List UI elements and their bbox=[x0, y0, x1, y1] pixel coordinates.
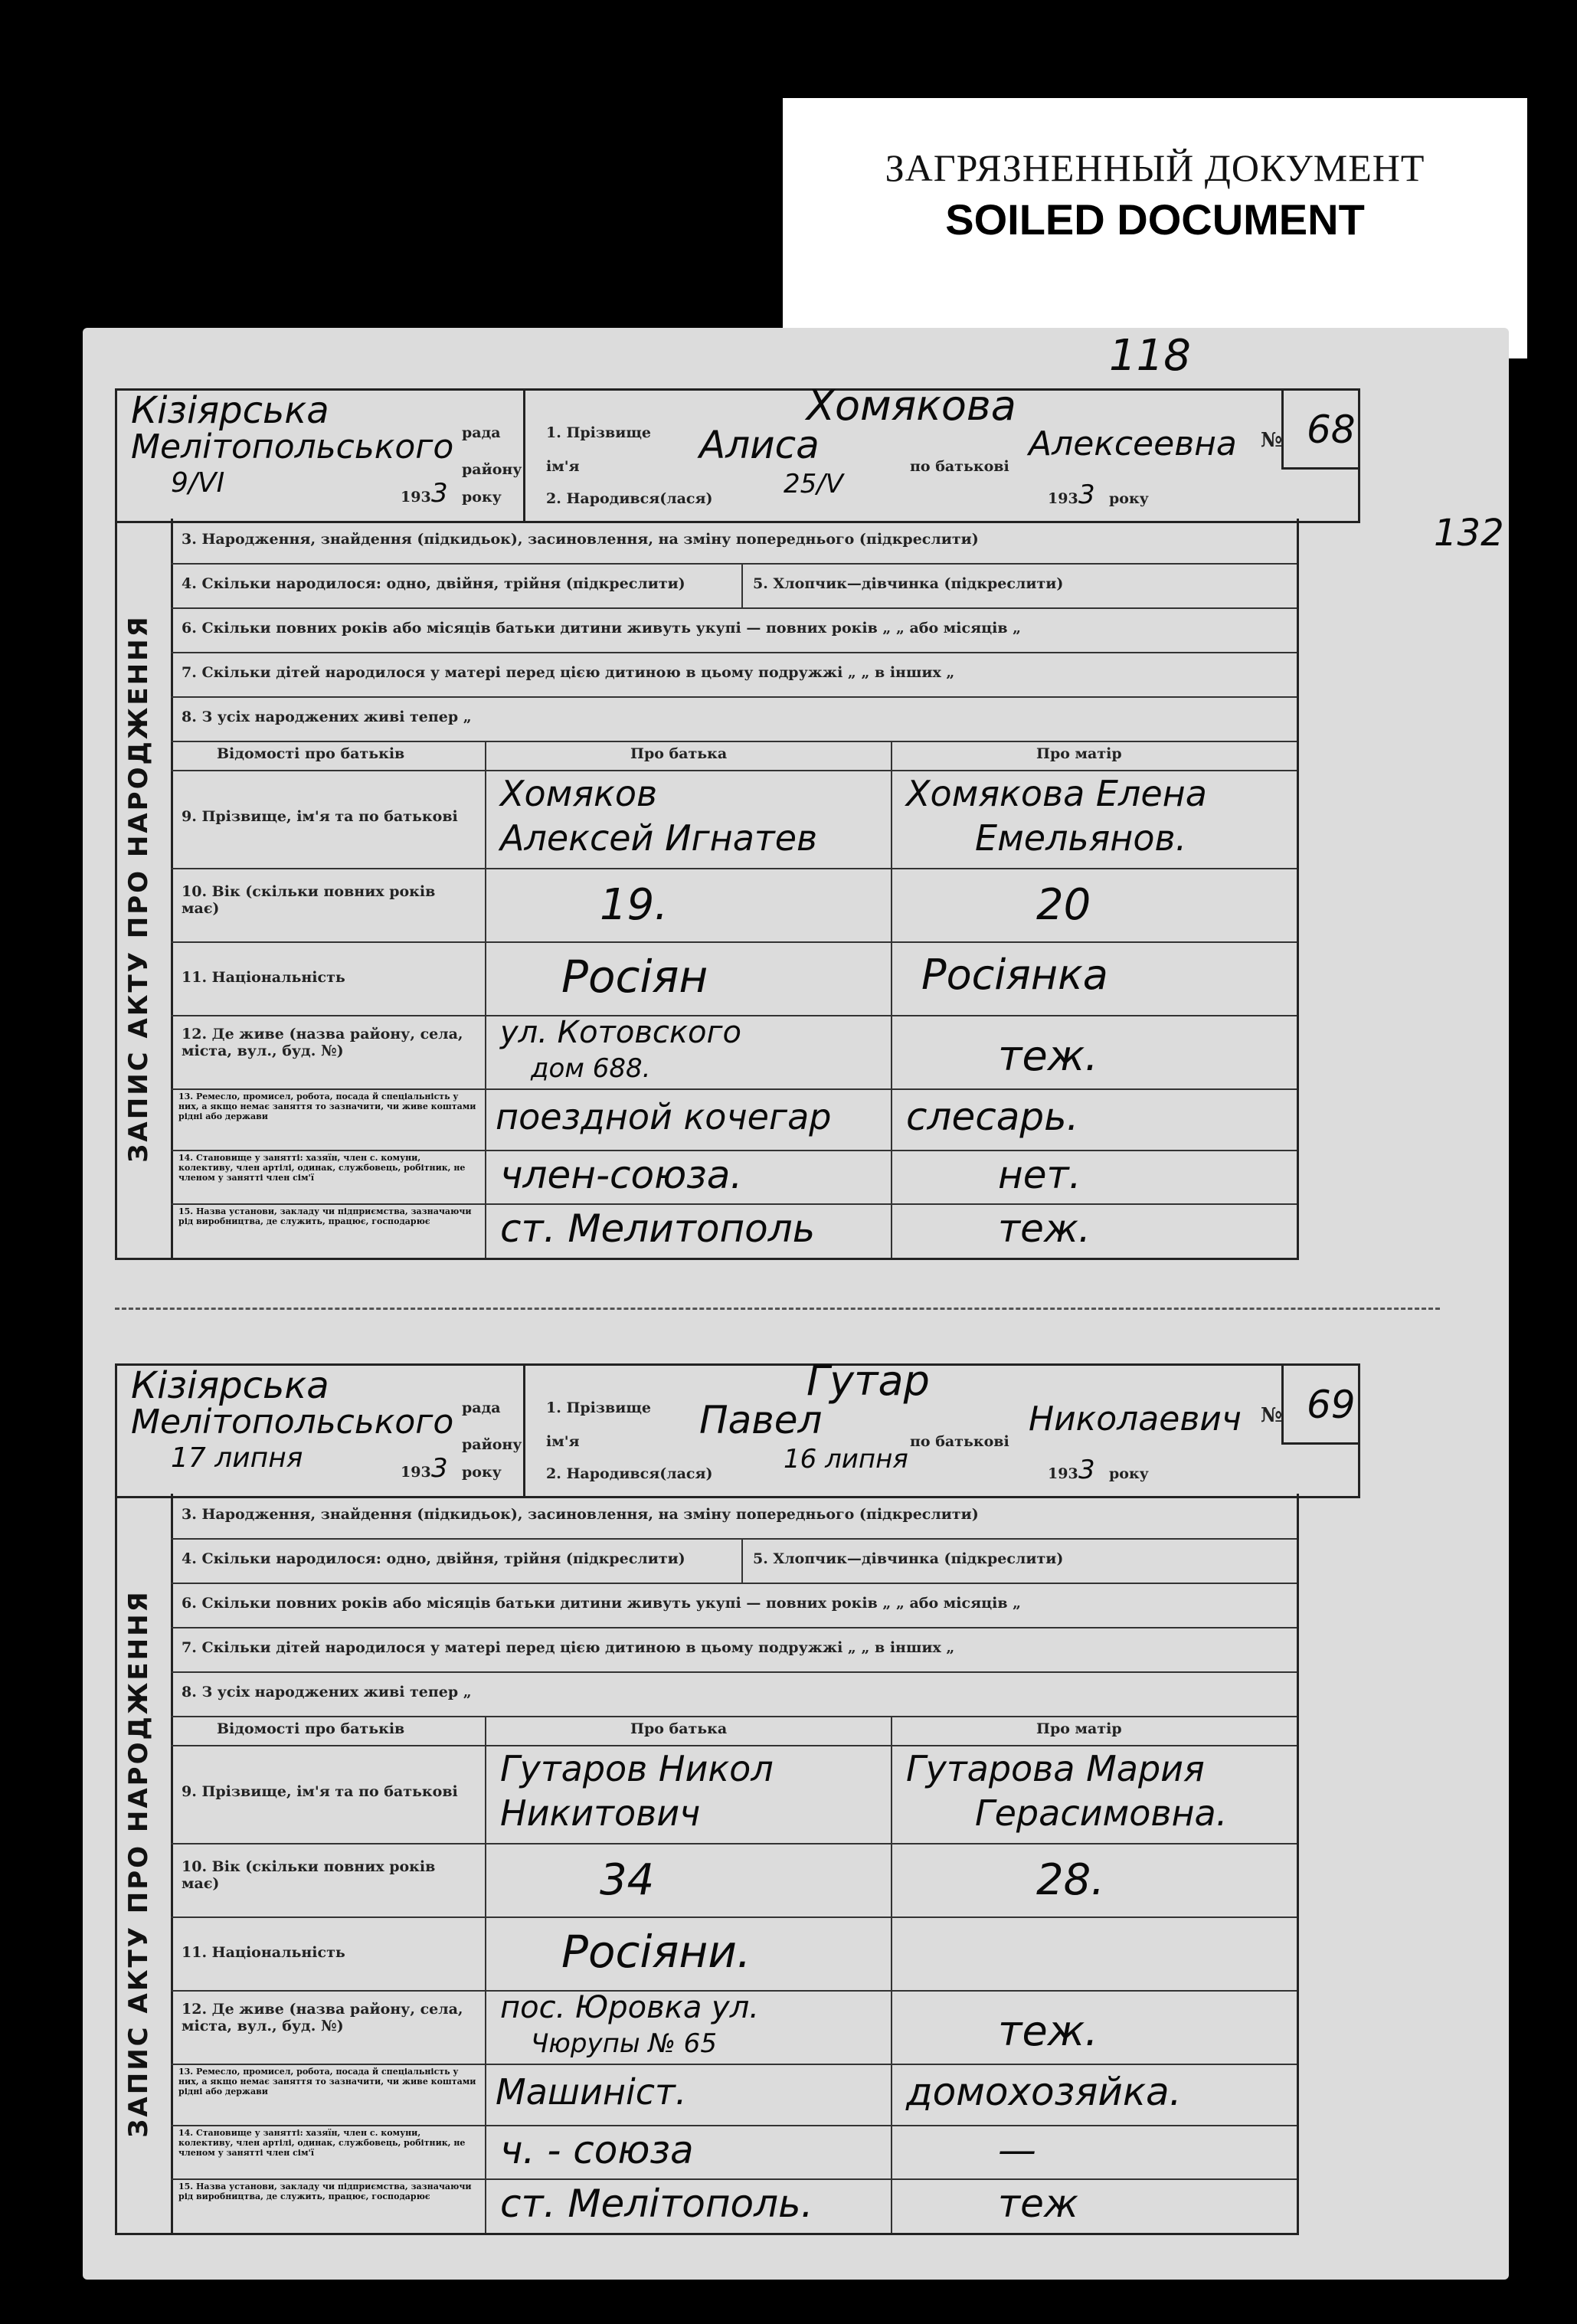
rada-label: рада bbox=[462, 424, 501, 441]
field-8 bbox=[171, 696, 1297, 742]
mother-status: нет. bbox=[998, 1153, 1081, 1197]
birth-record-68 bbox=[115, 381, 1440, 1258]
f8-label: 8. З усіх народжених живі тепер „ bbox=[182, 1684, 472, 1700]
mother-name-line1: Гутарова Мария bbox=[906, 1748, 1205, 1789]
father-header-cell bbox=[485, 1716, 892, 1745]
father-addr-cell bbox=[485, 1990, 892, 2064]
mother-occupation: домохозяйка. bbox=[906, 2070, 1182, 2114]
registry-block bbox=[117, 1366, 525, 1496]
f14-cell bbox=[171, 1150, 486, 1203]
pro-batka-label: Про батька bbox=[630, 745, 728, 762]
imya-label: ім'я bbox=[546, 1433, 580, 1450]
f10-label: 10. Вік (скільки повних років має) bbox=[182, 1858, 436, 1892]
field-11 bbox=[171, 1916, 1297, 1992]
f13-cell bbox=[171, 2064, 486, 2125]
father-job-cell bbox=[485, 1088, 892, 1150]
field-15 bbox=[171, 1203, 1297, 1258]
rayonu-label: району bbox=[462, 461, 522, 478]
child-surname: Гутар bbox=[806, 1357, 930, 1405]
mother-workplace: теж. bbox=[998, 1206, 1091, 1251]
f4-cell bbox=[171, 563, 743, 607]
father-workplace: ст. Мелітополь. bbox=[500, 2182, 813, 2226]
reg-year: 3 bbox=[431, 1453, 448, 1484]
father-address-line2: дом 688. bbox=[531, 1053, 651, 1084]
vidomosti-cell bbox=[171, 1716, 486, 1745]
number-sign: № bbox=[1261, 429, 1283, 452]
record-body bbox=[115, 1494, 1299, 2235]
record-body bbox=[115, 519, 1299, 1260]
field-14 bbox=[171, 2125, 1297, 2180]
father-occupation: поездной кочегар bbox=[496, 1096, 832, 1137]
field-12 bbox=[171, 1015, 1297, 1090]
birth-date: 25/V bbox=[784, 469, 843, 499]
f1-label: 1. Прізвище bbox=[546, 1399, 651, 1416]
f11-cell bbox=[171, 941, 486, 1015]
f15-label: 15. Назва установи, закладу чи підприємства, зазначаючи рід виробництва, де служить, працює, господарює bbox=[178, 1206, 472, 1226]
f3-label: 3. Народження, знайдення (підкидьок), засиновлення, на зміну попереднього (підкреслити) bbox=[182, 531, 979, 548]
record-divider bbox=[115, 1308, 1440, 1310]
mother-occupation: слесарь. bbox=[906, 1095, 1079, 1139]
f7-label: 7. Скільки дітей народилося у матері перед цією дитиною в цьому подружжі „ „ в інших „ bbox=[182, 1639, 955, 1656]
field-14 bbox=[171, 1150, 1297, 1205]
f11-cell bbox=[171, 1916, 486, 1990]
f1-label: 1. Прізвище bbox=[546, 424, 651, 441]
field-3 bbox=[171, 519, 1297, 565]
father-address-line1: ул. Котовского bbox=[500, 1015, 741, 1050]
village-name: Кізіярська bbox=[131, 389, 329, 432]
father-place-cell bbox=[485, 2178, 892, 2233]
mother-address: теж. bbox=[998, 1032, 1098, 1080]
father-status: ч. - союза bbox=[500, 2128, 694, 2172]
father-name-line1: Хомяков bbox=[500, 773, 658, 814]
birth-record-69 bbox=[115, 1357, 1440, 2233]
child-patronymic: Николаевич bbox=[1029, 1399, 1242, 1439]
parents-header-row bbox=[171, 741, 1297, 771]
field-13 bbox=[171, 1088, 1297, 1151]
father-address-line1: пос. Юровка ул. bbox=[500, 1990, 760, 2025]
f12-label: 12. Де живе (назва району, села, міста, вул., буд. №) bbox=[182, 2001, 463, 2034]
po-batkovi-label: по батькові bbox=[910, 1433, 1009, 1450]
f10-cell bbox=[171, 1843, 486, 1916]
birth-year: 3 bbox=[1078, 480, 1095, 510]
father-job-cell bbox=[485, 2064, 892, 2125]
registration-date: 9/VI bbox=[171, 467, 225, 499]
district-name: Мелітопольського bbox=[131, 427, 454, 466]
f4-label: 4. Скільки народилося: одно, двійня, трійня (підкреслити) bbox=[182, 1550, 685, 1567]
father-name-line2: Никитович bbox=[500, 1792, 701, 1834]
page-number-side: 132 bbox=[1434, 512, 1504, 555]
f14-label: 14. Становище у занятті: хазяїн, член с. комуни, колективу, член артілі, одинак, службовець, робітник, не членом у занятті член сім'ї bbox=[178, 1153, 466, 1183]
pro-batka-label: Про батька bbox=[630, 1720, 728, 1737]
child-surname: Хомякова bbox=[806, 381, 1016, 430]
field-13 bbox=[171, 2064, 1297, 2126]
field-11 bbox=[171, 941, 1297, 1016]
father-place-cell bbox=[485, 1203, 892, 1258]
f15-label: 15. Назва установи, закладу чи підприємства, зазначаючи рід виробництва, де служить, працює, господарює bbox=[178, 2182, 472, 2201]
record-header bbox=[115, 1357, 1360, 1498]
district-name: Мелітопольського bbox=[131, 1403, 454, 1442]
birth-year: 3 bbox=[1078, 1455, 1095, 1485]
f15-cell bbox=[171, 1203, 486, 1258]
f9-label: 9. Прізвище, ім'я та по батькові bbox=[182, 808, 458, 825]
mother-workplace: теж bbox=[998, 2182, 1078, 2226]
field-10 bbox=[171, 1843, 1297, 1918]
field-9 bbox=[171, 1745, 1297, 1844]
record-number-box bbox=[1261, 1366, 1360, 1445]
label-russian: ЗАГРЯЗНЕННЫЙ ДОКУМЕНТ bbox=[885, 146, 1425, 189]
vidomosti-cell bbox=[171, 741, 486, 770]
f14-label: 14. Становище у занятті: хазяїн, член с. комуни, колективу, член артілі, одинак, службовець, робітник, не членом у занятті член сім'ї bbox=[178, 2128, 466, 2158]
father-nationality: Росіяни. bbox=[561, 1926, 751, 1978]
father-nat-cell bbox=[485, 1916, 892, 1990]
f11-label: 11. Національність bbox=[182, 1944, 345, 1961]
child-name: Алиса bbox=[699, 423, 820, 467]
f10-cell bbox=[171, 868, 486, 941]
rada-label: рада bbox=[462, 1399, 501, 1416]
side-title: ЗАПИС АКТУ ПРО НАРОДЖЕННЯ bbox=[123, 1589, 154, 2138]
mother-age: 28. bbox=[1036, 1855, 1105, 1905]
roku-label: року bbox=[462, 1464, 502, 1481]
birth-date: 16 липня bbox=[784, 1444, 908, 1475]
f13-cell bbox=[171, 1088, 486, 1150]
mother-name-line2: Емельянов. bbox=[975, 817, 1187, 859]
father-status-cell bbox=[485, 1150, 892, 1203]
number-sign: № bbox=[1261, 1404, 1283, 1427]
f13-label: 13. Ремесло, промисел, робота, посада й спеціальність у них, а якщо немає заняття то зазначити, чи живе коштами рідні або держави bbox=[178, 1092, 476, 1121]
father-addr-cell bbox=[485, 1015, 892, 1088]
reg-year: 3 bbox=[431, 478, 448, 509]
birth-roku-label: року bbox=[1109, 490, 1149, 507]
registration-date: 17 липня bbox=[171, 1442, 303, 1474]
father-status: член-союза. bbox=[500, 1153, 743, 1197]
father-occupation: Машиніст. bbox=[496, 2071, 687, 2113]
f5-label: 5. Хлопчик—дівчинка (підкреслити) bbox=[753, 1550, 1064, 1567]
f15-cell bbox=[171, 2178, 486, 2233]
father-age: 19. bbox=[600, 880, 669, 930]
father-name-cell bbox=[485, 1745, 892, 1843]
parents-header-row bbox=[171, 1716, 1297, 1746]
village-name: Кізіярська bbox=[131, 1364, 329, 1407]
f13-label: 13. Ремесло, промисел, робота, посада й спеціальність у них, а якщо немає заняття то зазначити, чи живе коштами рідні або держави bbox=[178, 2067, 476, 2097]
father-workplace: ст. Мелитополь bbox=[500, 1206, 816, 1251]
mother-address: теж. bbox=[998, 2007, 1098, 2055]
father-header-cell bbox=[485, 741, 892, 770]
father-status-cell bbox=[485, 2125, 892, 2178]
f11-label: 11. Національність bbox=[182, 969, 345, 986]
field-9 bbox=[171, 770, 1297, 869]
f9-cell bbox=[171, 770, 486, 868]
f3-label: 3. Народження, знайдення (підкидьок), засиновлення, на зміну попереднього (підкреслити) bbox=[182, 1506, 979, 1523]
father-name-cell bbox=[485, 770, 892, 868]
roku-label: року bbox=[462, 489, 502, 506]
record-number: 68 bbox=[1307, 408, 1356, 452]
field-10 bbox=[171, 868, 1297, 943]
record-number: 69 bbox=[1307, 1383, 1356, 1427]
reg-year-prefix: 193 bbox=[401, 1464, 431, 1481]
child-name: Павел bbox=[699, 1398, 823, 1442]
f12-cell bbox=[171, 1990, 486, 2064]
field-4-5 bbox=[171, 1538, 1297, 1584]
mother-status: — bbox=[998, 2128, 1036, 2172]
label-english: SOILED DOCUMENT bbox=[945, 195, 1365, 244]
field-6 bbox=[171, 607, 1297, 653]
side-title-column bbox=[117, 1494, 173, 2233]
birth-year-prefix: 193 bbox=[1048, 1465, 1078, 1482]
birth-year-prefix: 193 bbox=[1048, 490, 1078, 507]
field-6 bbox=[171, 1583, 1297, 1628]
f4-label: 4. Скільки народилося: одно, двійня, трійня (підкреслити) bbox=[182, 575, 685, 592]
f6-label: 6. Скільки повних років або місяців батьки дитини живуть укупі — повних років „ „ або місяців „ bbox=[182, 620, 1022, 637]
field-7 bbox=[171, 1627, 1297, 1673]
mother-name-line1: Хомякова Елена bbox=[906, 773, 1207, 814]
f7-label: 7. Скільки дітей народилося у матері перед цією дитиною в цьому подружжі „ „ в інших „ bbox=[182, 664, 955, 681]
father-age-cell bbox=[485, 1843, 892, 1916]
f8-label: 8. З усіх народжених живі тепер „ bbox=[182, 709, 472, 725]
field-12 bbox=[171, 1990, 1297, 2065]
f10-label: 10. Вік (скільки повних років має) bbox=[182, 883, 436, 917]
mother-name-line2: Герасимовна. bbox=[975, 1792, 1228, 1834]
father-name-line1: Гутаров Никол bbox=[500, 1748, 774, 1789]
registry-block bbox=[117, 391, 525, 521]
vidomosti-label: Відомості про батьків bbox=[217, 745, 405, 762]
imya-label: ім'я bbox=[546, 458, 580, 475]
father-address-line2: Чюрупы № 65 bbox=[531, 2028, 717, 2059]
field-4-5 bbox=[171, 563, 1297, 609]
f14-cell bbox=[171, 2125, 486, 2178]
f2-label: 2. Народився(лася) bbox=[546, 490, 713, 507]
field-15 bbox=[171, 2178, 1297, 2233]
record-number-box bbox=[1261, 391, 1360, 470]
father-nationality: Росіян bbox=[561, 951, 708, 1003]
f9-cell bbox=[171, 1745, 486, 1843]
father-age-cell bbox=[485, 868, 892, 941]
rayonu-label: району bbox=[462, 1436, 522, 1453]
f2-label: 2. Народився(лася) bbox=[546, 1465, 713, 1482]
father-name-line2: Алексей Игнатев bbox=[500, 817, 818, 859]
father-age: 34 bbox=[600, 1855, 655, 1905]
f5-label: 5. Хлопчик—дівчинка (підкреслити) bbox=[753, 575, 1064, 592]
po-batkovi-label: по батькові bbox=[910, 458, 1009, 475]
field-7 bbox=[171, 652, 1297, 698]
f12-cell bbox=[171, 1015, 486, 1088]
mother-age: 20 bbox=[1036, 880, 1091, 930]
f9-label: 9. Прізвище, ім'я та по батькові bbox=[182, 1783, 458, 1800]
mother-nationality: Росіянка bbox=[921, 951, 1108, 999]
side-title-column bbox=[117, 519, 173, 1258]
f12-label: 12. Де живе (назва району, села, міста, вул., буд. №) bbox=[182, 1026, 463, 1059]
birth-roku-label: року bbox=[1109, 1465, 1149, 1482]
f6-label: 6. Скільки повних років або місяців батьки дитини живуть укупі — повних років „ „ або місяців „ bbox=[182, 1595, 1022, 1612]
father-nat-cell bbox=[485, 941, 892, 1015]
page-number-top: 118 bbox=[1109, 331, 1191, 381]
vidomosti-label: Відомості про батьків bbox=[217, 1720, 405, 1737]
field-3 bbox=[171, 1494, 1297, 1540]
child-patronymic: Алексеевна bbox=[1029, 424, 1237, 463]
reg-year-prefix: 193 bbox=[401, 489, 431, 506]
pro-matir-label: Про матір bbox=[1036, 1720, 1122, 1737]
soiled-document-label bbox=[783, 98, 1527, 358]
side-title: ЗАПИС АКТУ ПРО НАРОДЖЕННЯ bbox=[123, 614, 154, 1163]
record-header bbox=[115, 381, 1360, 523]
field-8 bbox=[171, 1671, 1297, 1717]
f4-cell bbox=[171, 1538, 743, 1583]
pro-matir-label: Про матір bbox=[1036, 745, 1122, 762]
